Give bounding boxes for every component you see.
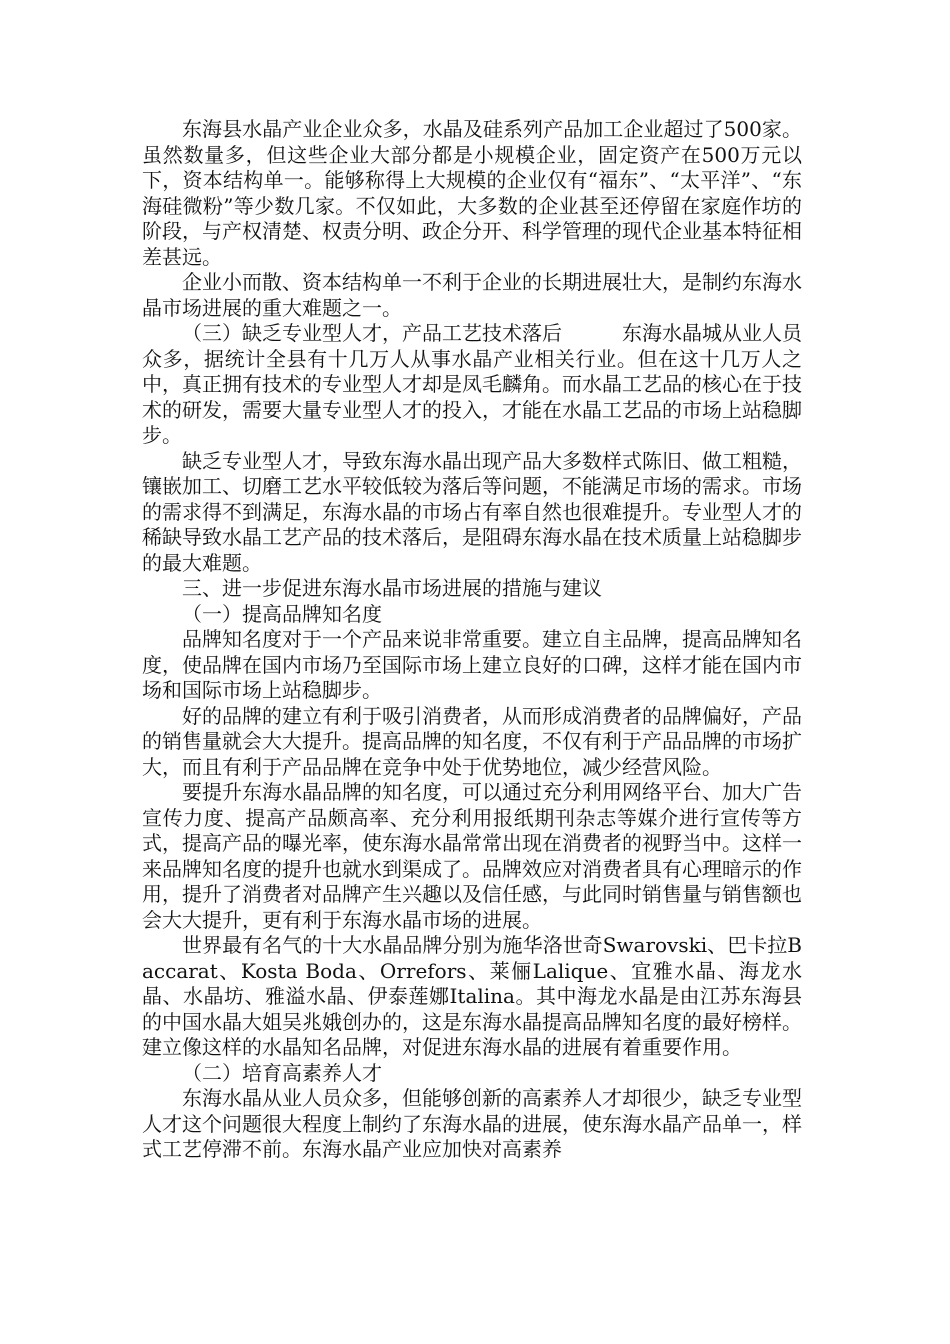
document-body: [142, 117, 802, 1163]
subsection-heading: （一）提高品牌知名度: [182, 601, 382, 626]
paragraph: 企业小而散、资本结构单一不利于企业的长期进展壮大，是制约东海水晶市场进展的重大难题之一。: [142, 270, 802, 320]
paragraph: 好的品牌的建立有利于吸引消费者，从而形成消费者的品牌偏好，产品的销售量就会大大提升。提高品牌的知名度，不仅有利于产品品牌的市场扩大，而且有利于产品品牌在竞争中处于优势地位，减少经营风险。: [142, 703, 802, 779]
section-heading: 三、进一步促进东海水晶市场进展的措施与建议: [182, 576, 602, 600]
paragraph: 品牌知名度对于一个产品来说非常重要。建立自主品牌，提高品牌知名度，使品牌在国内市场乃至国际市场上建立良好的口碑，这样才能在国内市场和国际市场上站稳脚步。: [142, 627, 802, 702]
paragraph: 缺乏专业型人才，导致东海水晶出现产品大多数样式陈旧、做工粗糙，镶嵌加工、切磨工艺水平较低较为落后等问题，不能满足市场的需求。市场的需求得不到满足，东海水晶的市场占有率自然也很难提升。专业型人才的稀缺导致水晶工艺产品的技术落后，是阻碍东海水晶在技术质量上站稳脚步的最大难题。: [142, 448, 802, 575]
paragraph: 要提升东海水晶品牌的知名度，可以通过充分利用网络平台、加大广告宣传力度、提高产品颇高率、充分利用报纸期刊杂志等媒介进行宣传等方式，提高产品的曝光率，使东海水晶常常出现在消费者的视野当中。这样一来品牌知名度的提升也就水到渠成了。品牌效应对消费者具有心理暗示的作用，提升了消费者对品牌产生兴趣以及信任感，与此同时销售量与销售额也会大大提升，更有利于东海水晶市场的进展。: [142, 780, 802, 932]
paragraph: 东海县水晶产业企业众多，水晶及硅系列产品加工企业超过了500家。虽然数量多，但这些企业大部分都是小规模企业，固定资产在500万元以下，资本结构单一。能够称得上大规模的企业仅有“福东”、“太平洋”、“东海硅微粉”等少数几家。不仅如此，大多数的企业甚至还停留在家庭作坊的阶段，与产权清楚、权责分明、政企分开、科学管理的现代企业基本特征相差甚远。: [142, 117, 802, 269]
paragraph: 东海水晶从业人员众多，但能够创新的高素养人才却很少，缺乏专业型人才这个问题很大程度上制约了东海水晶的进展，使东海水晶产品单一，样式工艺停滞不前。东海水晶产业应加快对高素养: [142, 1086, 802, 1161]
subsection-heading: （二）培育高素养人才: [182, 1060, 382, 1085]
section-heading-paragraph: （三）缺乏专业型人才，产品工艺技术落后 东海水晶城从业人员众多，据统计全县有十几万人从事水晶产业相关行业。但在这十几万人之中，真正拥有技术的专业型人才却是凤毛麟角。而水晶工艺品的核心在于技术的研发，需要大量专业型人才的投入，才能在水晶工艺品的市场上站稳脚步。: [142, 321, 802, 447]
paragraph: 世界最有名气的十大水晶品牌分别为施华洛世奇Swarovski、巴卡拉Baccarat、Kosta Boda、Orrefors、莱俪Lalique、宜雅水晶、海龙水晶、水晶坊、雅溢水晶、伊泰莲娜Italina。其中海龙水晶是由江苏东海县的中国水晶大姐吴兆娥创办的，这是东海水晶提高品牌知名度的最好榜样。建立像这样的水晶知名品牌，对促进东海水晶的进展有着重要作用。: [142, 933, 802, 1059]
